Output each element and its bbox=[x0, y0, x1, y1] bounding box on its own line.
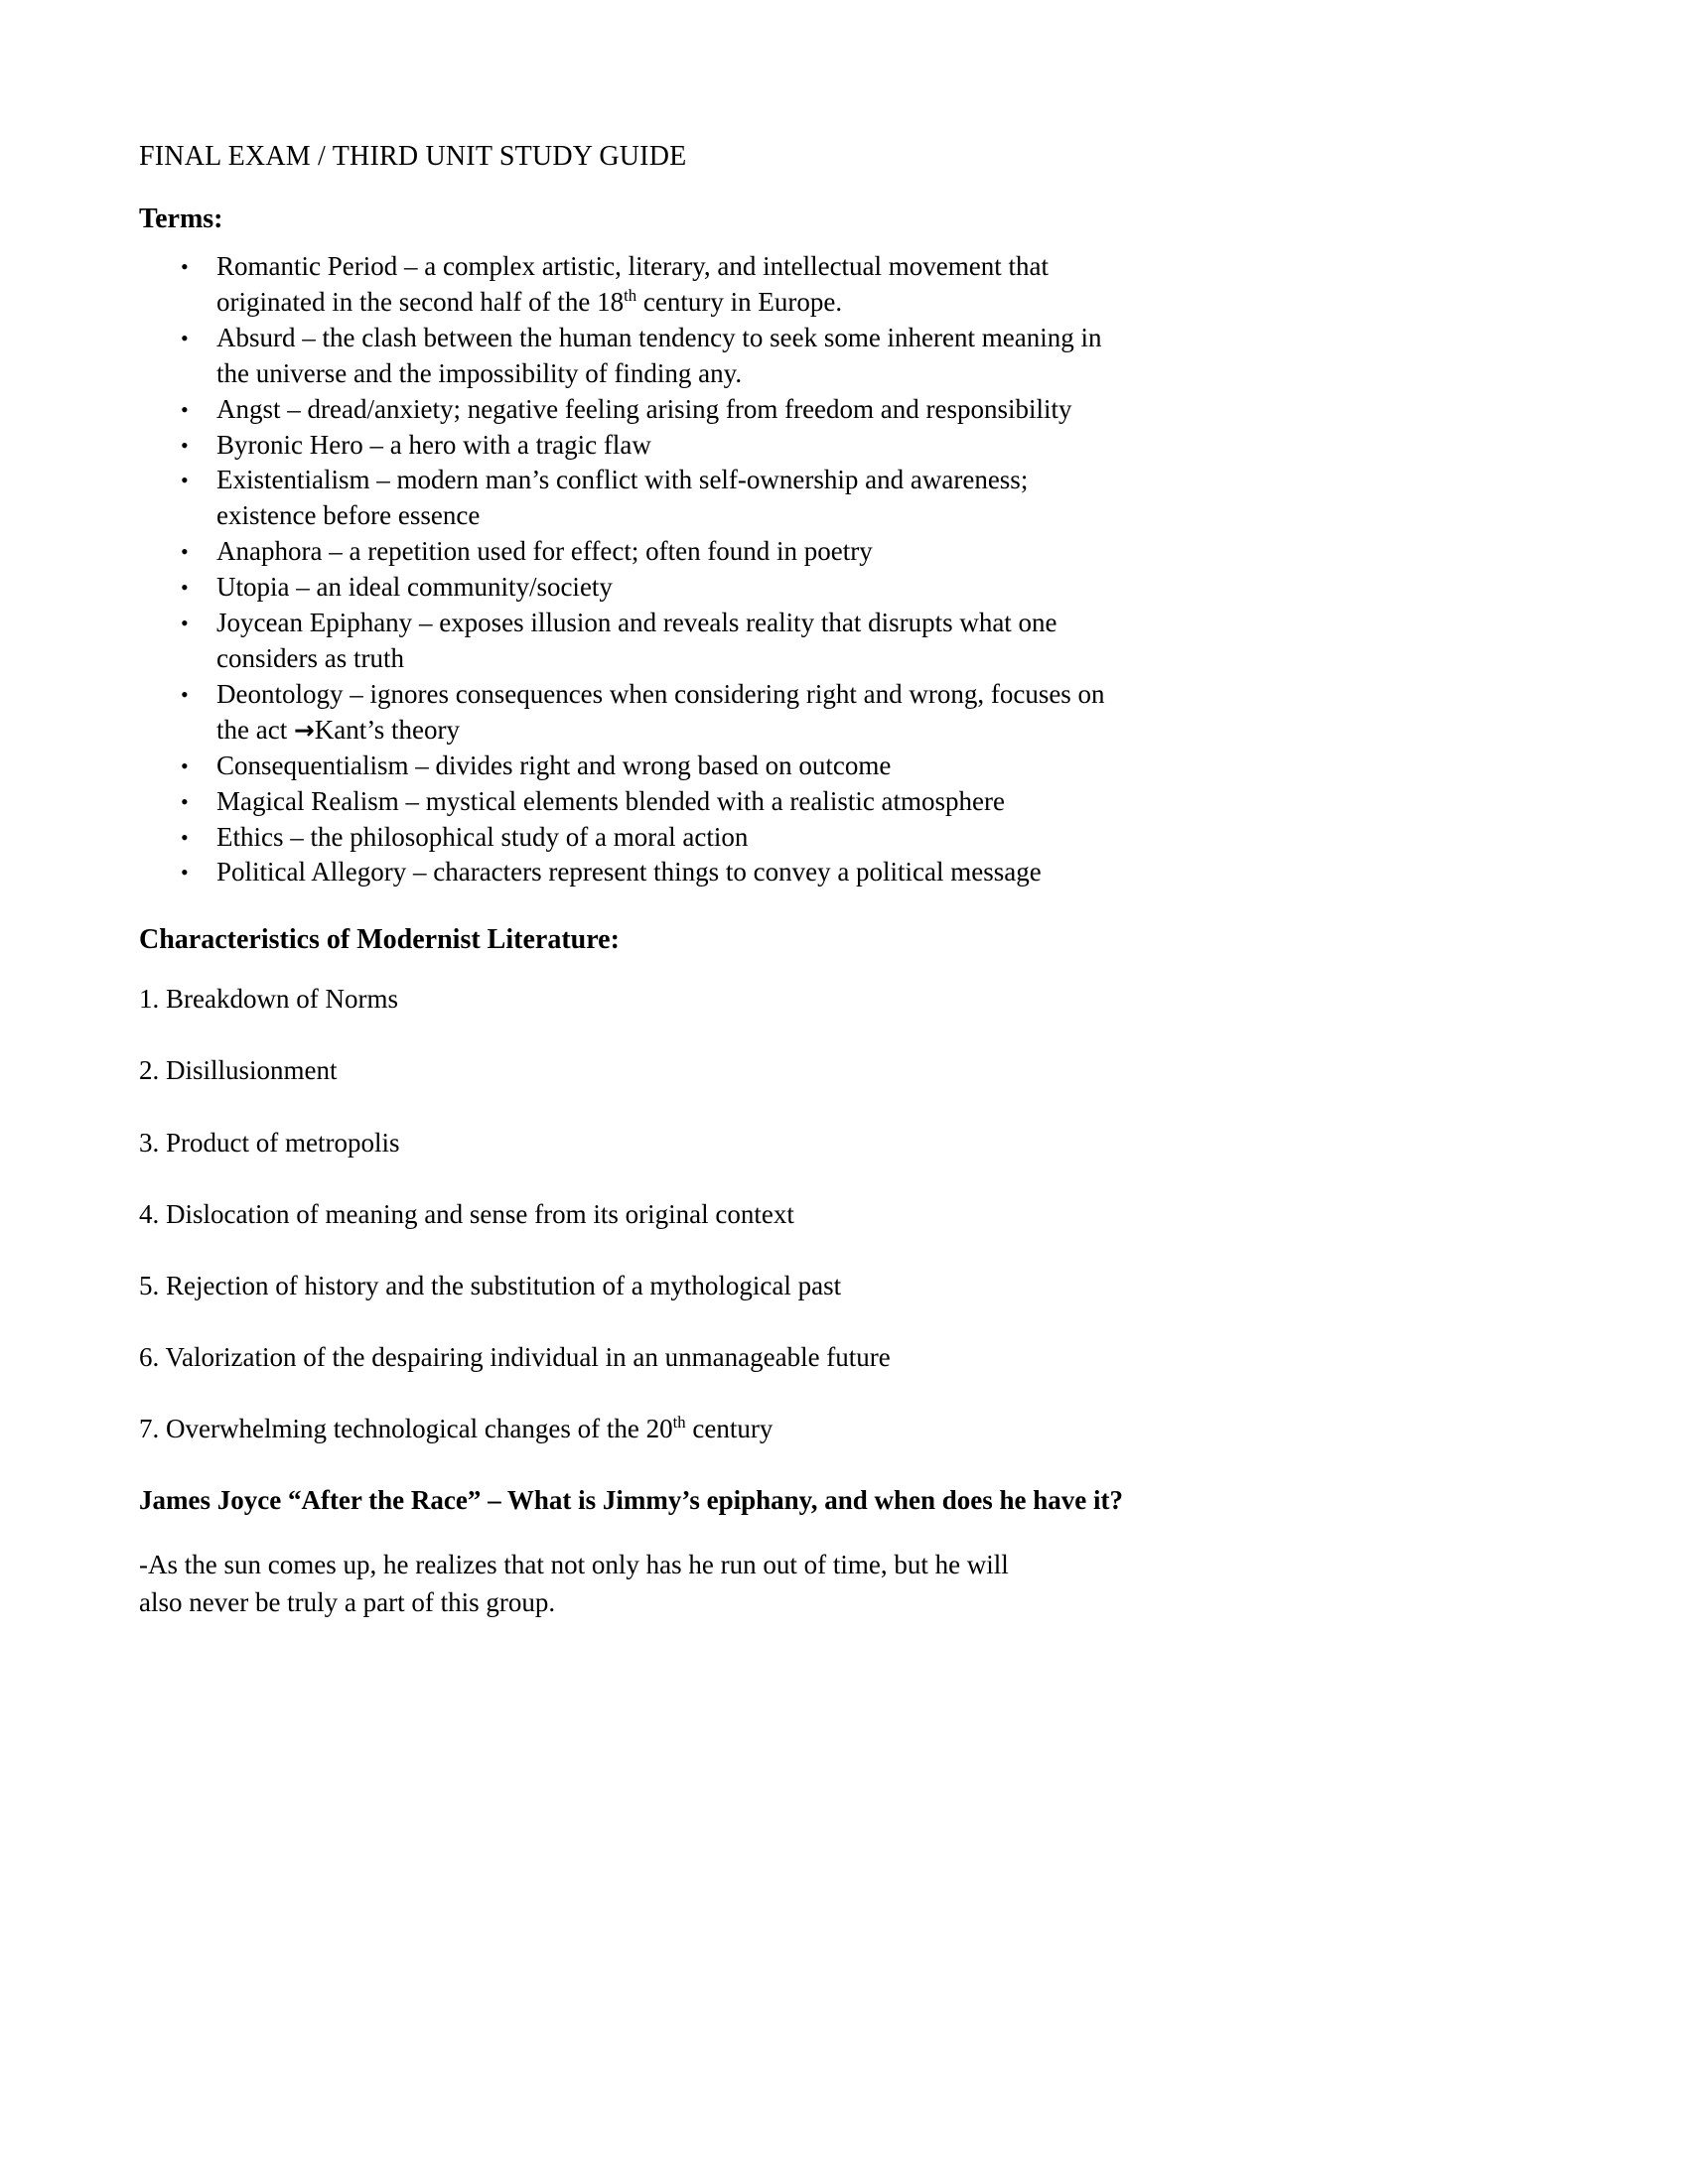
term-definition: a repetition used for effect; often found in poetry bbox=[349, 536, 873, 567]
list-item bbox=[139, 855, 1125, 890]
term-name: Magical Realism bbox=[216, 785, 399, 816]
page-title: FINAL EXAM / THIRD UNIT STUDY GUIDE bbox=[139, 141, 687, 172]
list-item-text: 5. Rejection of history and the substitution of a mythological past bbox=[139, 1270, 842, 1300]
term-definition: dread/anxiety; negative feeling arising from freedom and responsibility bbox=[307, 393, 1072, 424]
terms-heading: Terms: bbox=[139, 204, 223, 234]
term-definition: modern man’s conflict with self-ownership and awareness; existence before essence bbox=[216, 465, 1029, 531]
term-dash: – bbox=[369, 465, 397, 495]
list-item-text: 2. Disillusionment bbox=[139, 1055, 338, 1086]
term-definition-post: century in Europe. bbox=[636, 286, 843, 317]
term-dash: – bbox=[397, 251, 425, 281]
terms-list bbox=[139, 249, 1489, 890]
list-item bbox=[139, 749, 1125, 784]
term-definition: a hero with a tragic flaw bbox=[389, 429, 651, 460]
term-dash: – bbox=[283, 821, 311, 852]
list-item-text-post: century bbox=[685, 1413, 774, 1443]
term-dash: – bbox=[289, 572, 317, 603]
term-name: Political Allegory bbox=[216, 857, 407, 887]
superscript: th bbox=[672, 1412, 686, 1432]
term-definition: divides right and wrong based on outcome bbox=[435, 750, 892, 780]
term-name: Angst bbox=[216, 393, 281, 424]
list-item-text: 7. Overwhelming technological changes of the 20 bbox=[139, 1413, 673, 1443]
term-name: Consequentialism bbox=[216, 750, 409, 780]
term-name: Romantic Period bbox=[216, 251, 398, 281]
term-definition: mystical elements blended with a realistic atmosphere bbox=[425, 785, 1006, 816]
term-name: Existentialism bbox=[216, 465, 370, 495]
term-name: Joycean Epiphany bbox=[216, 608, 413, 638]
term-definition-post: Kant’s theory bbox=[314, 714, 461, 745]
joyce-question-heading: James Joyce “After the Race” – What is Jimmy’s epiphany, and when does he have it? bbox=[139, 1484, 1123, 1515]
list-item bbox=[139, 463, 1125, 534]
term-dash: – bbox=[362, 429, 390, 460]
list-item-text: 6. Valorization of the despairing individual in an unmanageable future bbox=[139, 1341, 891, 1372]
right-arrow-icon: → bbox=[293, 715, 315, 745]
term-name: Byronic Hero bbox=[216, 429, 363, 460]
term-definition: an ideal community/society bbox=[316, 572, 613, 603]
list-item bbox=[139, 249, 1125, 321]
list-item bbox=[139, 982, 1132, 1017]
list-item bbox=[139, 1053, 1132, 1088]
list-item-text: 1. Breakdown of Norms bbox=[139, 984, 398, 1015]
term-name: Absurd bbox=[216, 322, 296, 352]
list-item bbox=[139, 606, 1125, 677]
modernist-heading: Characteristics of Modernist Literature: bbox=[139, 924, 620, 956]
spacer bbox=[139, 890, 1489, 924]
term-name: Ethics bbox=[216, 821, 284, 852]
superscript: th bbox=[624, 285, 637, 305]
list-item bbox=[139, 820, 1125, 856]
term-definition: exposes illusion and reveals reality that disrupts what one considers as truth bbox=[216, 608, 1057, 673]
term-definition: a complex artistic, literary, and intellectual movement that originated in the second half of the 18 bbox=[216, 251, 1049, 317]
term-name: Anaphora bbox=[216, 536, 323, 567]
term-dash: – bbox=[406, 857, 434, 887]
term-dash: – bbox=[343, 678, 370, 709]
list-item-text: 3. Product of metropolis bbox=[139, 1127, 400, 1158]
list-item bbox=[139, 1269, 1132, 1303]
list-item bbox=[139, 570, 1125, 606]
list-item bbox=[139, 428, 1125, 464]
list-item bbox=[139, 1126, 1132, 1160]
term-dash: – bbox=[322, 536, 350, 567]
list-item bbox=[139, 1412, 1132, 1446]
modernist-list bbox=[139, 982, 1489, 1446]
list-item bbox=[139, 1340, 1132, 1375]
term-dash: – bbox=[412, 608, 440, 638]
term-definition: characters represent things to convey a political message bbox=[433, 857, 1042, 887]
list-item bbox=[139, 392, 1125, 428]
list-item bbox=[139, 677, 1125, 749]
term-dash: – bbox=[280, 393, 308, 424]
term-definition: the clash between the human tendency to seek some inherent meaning in the universe and the impossibility of finding any. bbox=[216, 322, 1102, 388]
list-item bbox=[139, 321, 1125, 392]
list-item-text: 4. Dislocation of meaning and sense from its original context bbox=[139, 1198, 794, 1229]
term-name: Deontology bbox=[216, 678, 344, 709]
term-name: Utopia bbox=[216, 572, 290, 603]
term-definition: ignores consequences when considering right and wrong, focuses on the act bbox=[216, 678, 1105, 745]
joyce-answer-paragraph: -As the sun comes up, he realizes that not only has he run out of time, but he will also never be truly a part of this group. bbox=[139, 1550, 1009, 1618]
term-dash: – bbox=[408, 750, 436, 780]
list-item bbox=[139, 1197, 1132, 1232]
term-definition: the philosophical study of a moral action bbox=[310, 821, 749, 852]
term-dash: – bbox=[295, 322, 323, 352]
list-item bbox=[139, 784, 1125, 820]
term-dash: – bbox=[398, 785, 426, 816]
list-item bbox=[139, 534, 1125, 570]
